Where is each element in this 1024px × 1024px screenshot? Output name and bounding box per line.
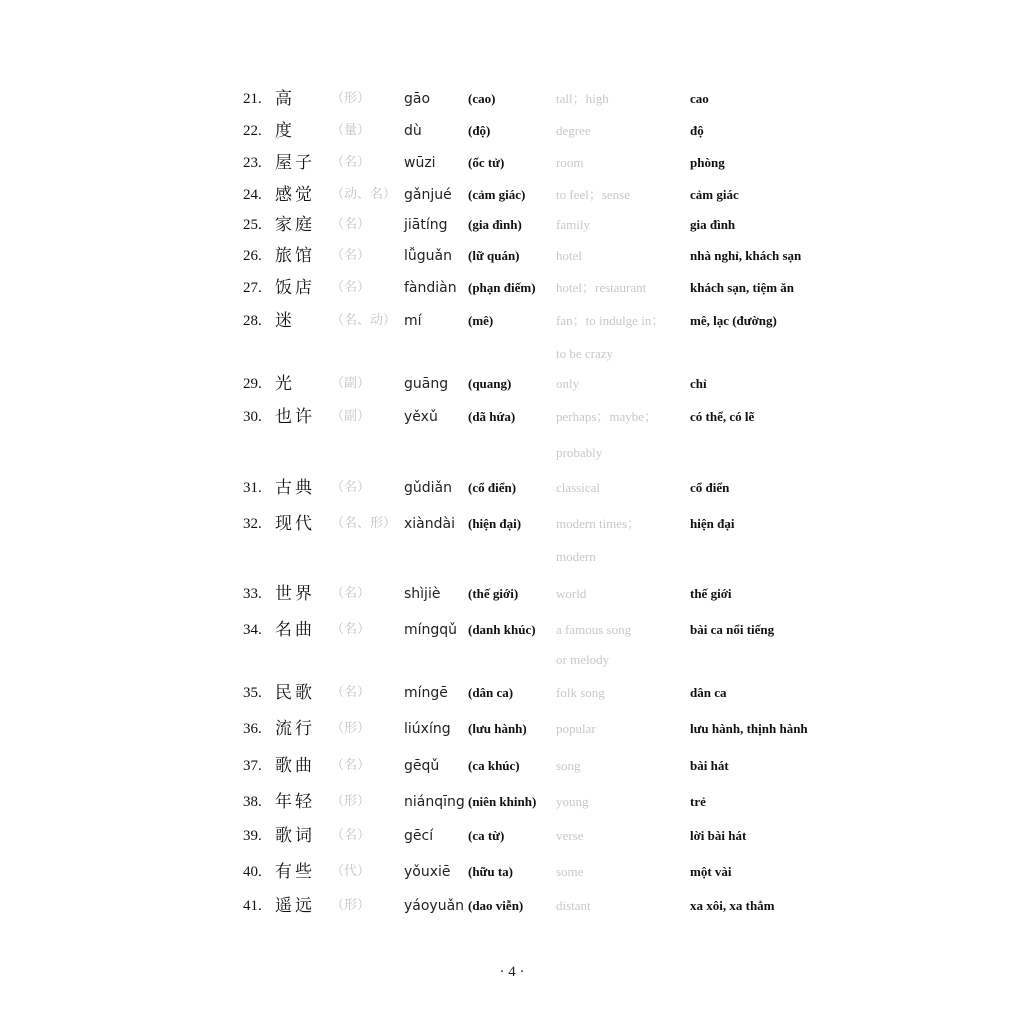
- entry-number: 22.: [243, 123, 262, 139]
- vocab-entry: [0, 88, 1024, 112]
- han-viet-reading: (gia đình): [468, 217, 522, 232]
- english-meaning: classical: [556, 480, 601, 495]
- pinyin: shìjiè: [404, 586, 441, 602]
- han-viet-reading: (mê): [468, 313, 494, 328]
- part-of-speech: （名）: [331, 622, 371, 637]
- han-viet-reading: (cao): [468, 91, 496, 106]
- entry-number: 39.: [243, 828, 262, 844]
- vietnamese-meaning: bài hát: [690, 758, 729, 773]
- vocab-entry: [0, 895, 1024, 919]
- vocab-entry: [0, 245, 1024, 269]
- english-meaning-continued: to be crazy: [556, 346, 614, 361]
- vietnamese-meaning: lưu hành, thịnh hành: [690, 721, 808, 736]
- chinese-word: 民歌: [275, 683, 315, 703]
- han-viet-reading: (dao viễn): [468, 898, 524, 913]
- pinyin: jiātíng: [404, 217, 448, 233]
- part-of-speech: （副）: [331, 376, 371, 391]
- han-viet-reading: (lữ quán): [468, 248, 520, 263]
- vocab-entry-continuation: [0, 649, 1024, 673]
- vocab-entry: [0, 277, 1024, 301]
- vocab-entry: [0, 184, 1024, 208]
- pinyin: gāo: [404, 91, 431, 107]
- chinese-word: 迷: [275, 311, 295, 331]
- chinese-word: 名曲: [275, 620, 315, 640]
- chinese-word: 度: [275, 121, 295, 141]
- vocab-entry: [0, 373, 1024, 397]
- vocab-entry: [0, 477, 1024, 501]
- vocab-entry: [0, 583, 1024, 607]
- vietnamese-meaning: lời bài hát: [690, 828, 747, 843]
- english-meaning: hotel: [556, 248, 582, 263]
- pinyin: mí: [404, 313, 422, 329]
- han-viet-reading: (ca từ): [468, 828, 505, 843]
- part-of-speech: （名、形）: [331, 516, 397, 531]
- chinese-word: 光: [275, 374, 295, 394]
- chinese-word: 世界: [275, 584, 315, 604]
- english-meaning: fan；to indulge in；: [556, 313, 665, 328]
- vietnamese-meaning: một vài: [690, 864, 732, 879]
- chinese-word: 旅馆: [275, 246, 315, 266]
- pinyin: fàndiàn: [404, 280, 457, 296]
- han-viet-reading: (độ): [468, 123, 491, 138]
- entry-number: 34.: [243, 622, 262, 638]
- vietnamese-meaning: có thể, có lẽ: [690, 409, 755, 424]
- pinyin: lǚguǎn: [404, 248, 452, 264]
- part-of-speech: （名）: [331, 685, 371, 700]
- pinyin: yǒuxiē: [404, 864, 451, 880]
- pinyin: wūzi: [404, 155, 436, 171]
- han-viet-reading: (dã hứa): [468, 409, 516, 424]
- han-viet-reading: (lưu hành): [468, 721, 527, 736]
- english-meaning: world: [556, 586, 587, 601]
- part-of-speech: （名、动）: [331, 313, 397, 328]
- han-viet-reading: (thế giới): [468, 586, 519, 601]
- entry-number: 33.: [243, 586, 262, 602]
- entry-number: 23.: [243, 155, 262, 171]
- part-of-speech: （形）: [331, 721, 371, 736]
- chinese-word: 歌曲: [275, 756, 315, 776]
- vocab-entry: [0, 718, 1024, 742]
- entry-number: 32.: [243, 516, 262, 532]
- entry-number: 40.: [243, 864, 262, 880]
- vietnamese-meaning: phòng: [690, 155, 725, 170]
- vocab-entry: [0, 791, 1024, 815]
- han-viet-reading: (dân ca): [468, 685, 514, 700]
- entry-number: 31.: [243, 480, 262, 496]
- han-viet-reading: (ốc tử): [468, 155, 505, 170]
- page-number: · 4 ·: [499, 964, 525, 980]
- part-of-speech: （形）: [331, 898, 371, 913]
- vietnamese-meaning: cổ điển: [690, 480, 730, 495]
- english-meaning: popular: [556, 721, 596, 736]
- pinyin: liúxíng: [404, 721, 451, 737]
- vietnamese-meaning: nhà nghỉ, khách sạn: [690, 248, 802, 263]
- pinyin: yáoyuǎn: [404, 898, 465, 914]
- english-meaning: hotel；restaurant: [556, 280, 647, 295]
- chinese-word: 也许: [275, 407, 315, 427]
- pinyin: guāng: [404, 376, 449, 392]
- pinyin: dù: [404, 123, 422, 139]
- vocab-entry-continuation: [0, 343, 1024, 367]
- han-viet-reading: (niên khinh): [468, 794, 537, 809]
- entry-number: 38.: [243, 794, 262, 810]
- part-of-speech: （名）: [331, 586, 371, 601]
- english-meaning: perhaps；maybe；: [556, 409, 658, 424]
- han-viet-reading: (cảm giác): [468, 187, 526, 202]
- vocab-entry: [0, 682, 1024, 706]
- entry-number: 30.: [243, 409, 262, 425]
- han-viet-reading: (danh khúc): [468, 622, 536, 637]
- pinyin: gǔdiǎn: [404, 480, 452, 496]
- chinese-word: 遥远: [275, 896, 315, 916]
- entry-number: 27.: [243, 280, 262, 296]
- chinese-word: 流行: [275, 719, 315, 739]
- part-of-speech: （量）: [331, 123, 371, 138]
- vietnamese-meaning: cảm giác: [690, 187, 739, 202]
- english-meaning: verse: [556, 828, 584, 843]
- part-of-speech: （名）: [331, 480, 371, 495]
- vietnamese-meaning: thế giới: [690, 586, 732, 601]
- vocab-entry: [0, 619, 1024, 643]
- entry-number: 21.: [243, 91, 262, 107]
- vocab-entry-continuation: [0, 546, 1024, 570]
- part-of-speech: （副）: [331, 409, 371, 424]
- entry-number: 36.: [243, 721, 262, 737]
- vietnamese-meaning: gia đình: [690, 217, 736, 232]
- english-meaning: only: [556, 376, 580, 391]
- english-meaning: song: [556, 758, 581, 773]
- chinese-word: 古典: [275, 478, 315, 498]
- pinyin: gēqǔ: [404, 758, 440, 774]
- han-viet-reading: (hữu ta): [468, 864, 513, 879]
- pinyin: gēcí: [404, 828, 434, 844]
- pinyin: yěxǔ: [404, 409, 438, 425]
- han-viet-reading: (hiện đại): [468, 516, 522, 531]
- chinese-word: 歌词: [275, 826, 315, 846]
- part-of-speech: （名）: [331, 828, 371, 843]
- english-meaning: room: [556, 155, 584, 170]
- vietnamese-meaning: độ: [690, 123, 704, 138]
- entry-number: 35.: [243, 685, 262, 701]
- vietnamese-meaning: trẻ: [690, 794, 706, 809]
- part-of-speech: （动、名）: [331, 187, 397, 202]
- vocab-entry: [0, 152, 1024, 176]
- vocab-entry: [0, 755, 1024, 779]
- vietnamese-meaning: mê, lạc (đường): [690, 313, 777, 328]
- chinese-word: 高: [275, 89, 295, 109]
- vietnamese-meaning: bài ca nổi tiếng: [690, 622, 775, 637]
- part-of-speech: （名）: [331, 155, 371, 170]
- part-of-speech: （形）: [331, 91, 371, 106]
- english-meaning: degree: [556, 123, 591, 138]
- entry-number: 24.: [243, 187, 262, 203]
- vocab-entry: [0, 120, 1024, 144]
- part-of-speech: （名）: [331, 280, 371, 295]
- vocab-entry: [0, 825, 1024, 849]
- vocab-entry: [0, 861, 1024, 885]
- chinese-word: 感觉: [275, 185, 315, 205]
- vietnamese-meaning: dân ca: [690, 685, 727, 700]
- han-viet-reading: (ca khúc): [468, 758, 520, 773]
- entry-number: 28.: [243, 313, 262, 329]
- english-meaning-continued: modern: [556, 549, 596, 564]
- part-of-speech: （名）: [331, 248, 371, 263]
- vietnamese-meaning: xa xôi, xa thẳm: [690, 898, 775, 913]
- vocab-entry: [0, 406, 1024, 430]
- vocab-entry: [0, 513, 1024, 537]
- english-meaning: modern times；: [556, 516, 641, 531]
- english-meaning: family: [556, 217, 590, 232]
- english-meaning: distant: [556, 898, 591, 913]
- han-viet-reading: (quang): [468, 376, 512, 391]
- vietnamese-meaning: khách sạn, tiệm ăn: [690, 280, 795, 295]
- entry-number: 26.: [243, 248, 262, 264]
- entry-number: 37.: [243, 758, 262, 774]
- chinese-word: 屋子: [275, 153, 315, 173]
- vocab-entry: [0, 214, 1024, 238]
- english-meaning: a famous song: [556, 622, 632, 637]
- vietnamese-meaning: hiện đại: [690, 516, 735, 531]
- pinyin: xiàndài: [404, 516, 455, 532]
- vietnamese-meaning: chỉ: [690, 376, 707, 391]
- vocab-entry: [0, 310, 1024, 334]
- part-of-speech: （名）: [331, 758, 371, 773]
- vocab-entry-continuation: [0, 442, 1024, 466]
- pinyin: míngē: [404, 685, 448, 701]
- han-viet-reading: (cổ điển): [468, 480, 517, 495]
- chinese-word: 饭店: [275, 278, 315, 298]
- pinyin: míngqǔ: [404, 622, 458, 638]
- part-of-speech: （形）: [331, 794, 371, 809]
- part-of-speech: （代）: [331, 864, 371, 879]
- english-meaning: tall；high: [556, 91, 609, 106]
- english-meaning: to feel；sense: [556, 187, 631, 202]
- vietnamese-meaning: cao: [690, 91, 709, 106]
- entry-number: 25.: [243, 217, 262, 233]
- english-meaning: young: [556, 794, 589, 809]
- english-meaning: some: [556, 864, 584, 879]
- entry-number: 41.: [243, 898, 262, 914]
- chinese-word: 家庭: [275, 215, 315, 235]
- english-meaning-continued: or melody: [556, 652, 610, 667]
- chinese-word: 年轻: [275, 792, 315, 812]
- english-meaning: folk song: [556, 685, 605, 700]
- english-meaning-continued: probably: [556, 445, 603, 460]
- han-viet-reading: (phạn điếm): [468, 280, 536, 295]
- chinese-word: 现代: [275, 514, 315, 534]
- pinyin: gǎnjué: [404, 187, 452, 203]
- entry-number: 29.: [243, 376, 262, 392]
- part-of-speech: （名）: [331, 217, 371, 232]
- chinese-word: 有些: [275, 862, 315, 882]
- pinyin: niánqīng: [404, 794, 465, 810]
